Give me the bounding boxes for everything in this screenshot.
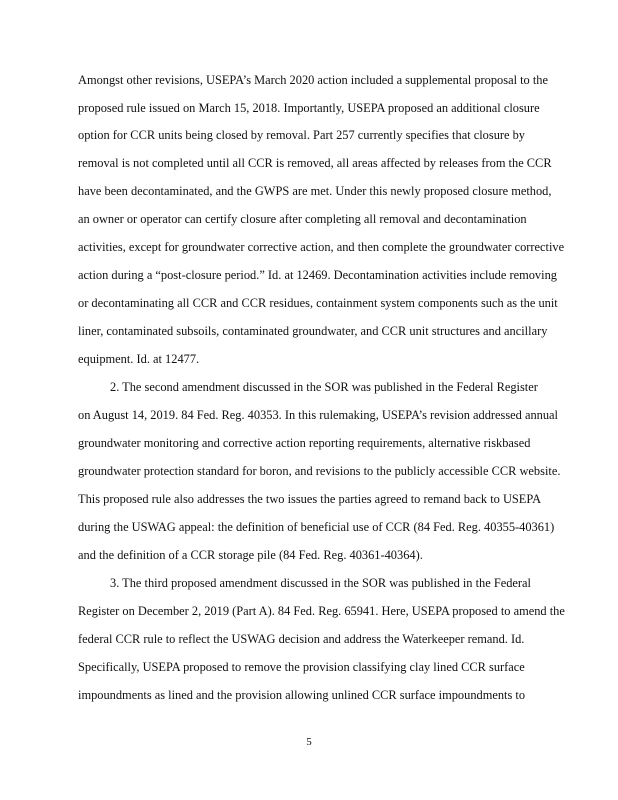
- body-text-line: and the definition of a CCR storage pile (84 Fed. Reg. 40361-40364).: [78, 548, 423, 562]
- body-text-line: impoundments as lined and the provision allowing unlined CCR surface impoundments to: [78, 688, 526, 702]
- page-number: 5: [306, 736, 312, 748]
- body-text-line: action during a “post-closure period.” Id. at 12469. Decontamination activities include removing: [78, 268, 557, 282]
- body-text-line: an owner or operator can certify closure after completing all removal and decontamination: [78, 212, 527, 226]
- body-text-line: during the USWAG appeal: the definition of beneficial use of CCR (84 Fed. Reg. 40355-40361): [78, 520, 555, 534]
- body-text-line: liner, contaminated subsoils, contaminated groundwater, and CCR unit structures and ancillary: [78, 324, 548, 338]
- body-text-line: proposed rule issued on March 15, 2018. Importantly, USEPA proposed an additional closure: [78, 101, 540, 115]
- body-text-line: federal CCR rule to reflect the USWAG decision and address the Waterkeeper remand. Id.: [78, 632, 525, 646]
- body-text-line: or decontaminating all CCR and CCR residues, containment system components such as the unit: [78, 296, 558, 310]
- body-text-line: Specifically, USEPA proposed to remove the provision classifying clay lined CCR surface: [78, 660, 525, 674]
- body-text-line: have been decontaminated, and the GWPS are met. Under this newly proposed closure method,: [78, 184, 552, 198]
- body-text-line: removal is not completed until all CCR is removed, all areas affected by releases from the CCR: [78, 156, 552, 170]
- body-text-line: Register on December 2, 2019 (Part A). 84 Fed. Reg. 65941. Here, USEPA proposed to amend the: [78, 604, 565, 618]
- numbered-paragraph-start: 2. The second amendment discussed in the SOR was published in the Federal Register: [110, 380, 538, 394]
- body-text-line: groundwater monitoring and corrective action reporting requirements, alternative riskbased: [78, 436, 531, 450]
- body-text-line: groundwater protection standard for boron, and revisions to the publicly accessible CCR website.: [78, 464, 561, 478]
- numbered-paragraph-start: 3. The third proposed amendment discussed in the SOR was published in the Federal: [110, 576, 531, 590]
- body-text-line: Amongst other revisions, USEPA’s March 2020 action included a supplemental proposal to the: [78, 73, 548, 87]
- body-text-line: activities, except for groundwater corrective action, and then complete the groundwater corrective: [78, 240, 565, 254]
- body-text-line: equipment. Id. at 12477.: [78, 352, 200, 366]
- body-text-line: option for CCR units being closed by removal. Part 257 currently specifies that closure by: [78, 128, 526, 142]
- body-text-line: on August 14, 2019. 84 Fed. Reg. 40353. In this rulemaking, USEPA’s revision addressed annual: [78, 408, 558, 422]
- body-text-line: This proposed rule also addresses the two issues the parties agreed to remand back to USEPA: [78, 492, 542, 506]
